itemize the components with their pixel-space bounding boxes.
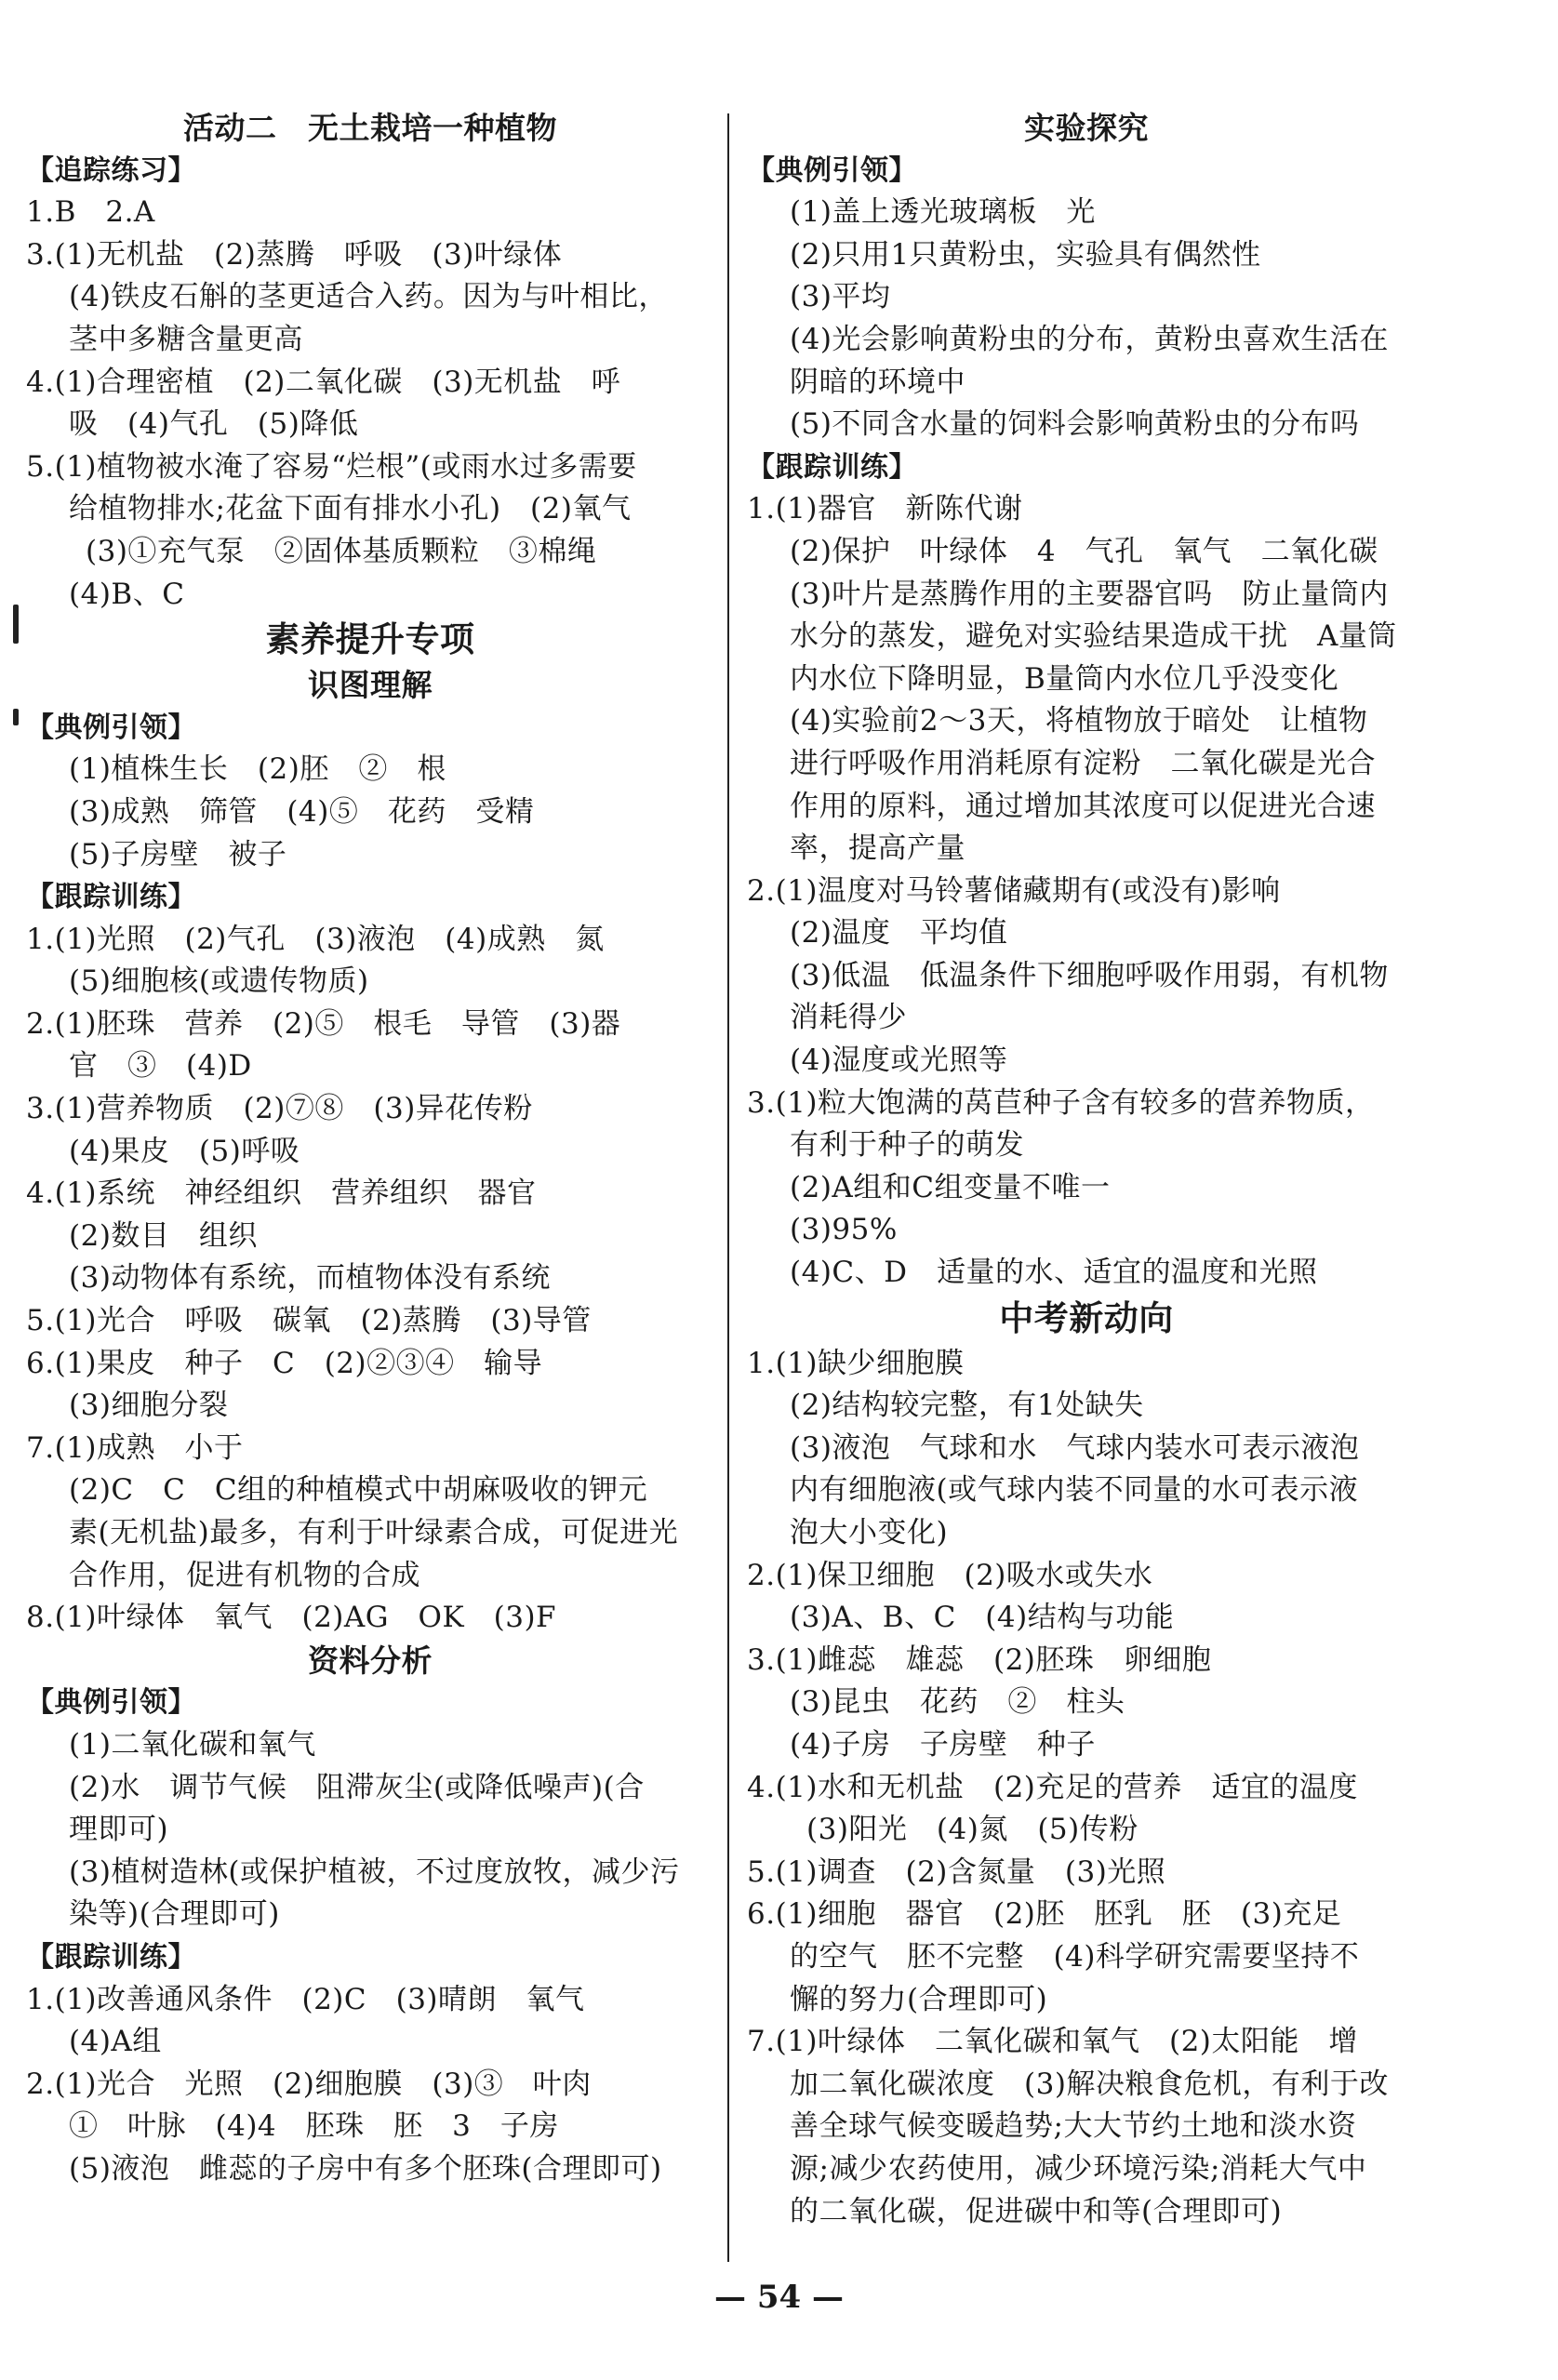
left-line-15: (1)植株生长 (2)胚 ② 根 [69, 752, 446, 787]
left-line-26: (2)数目 组织 [69, 1218, 258, 1253]
right-line-45: 7.(1)叶绿体 二氧化碳和氧气 (2)太阳能 增 [747, 2025, 1358, 2059]
right-line-37: (3)昆虫 花药 ② 柱头 [790, 1685, 1125, 1720]
left-line-0: 活动二 无土栽培一种植物 [183, 110, 557, 146]
right-line-21: 消耗得少 [790, 1001, 907, 1035]
left-line-40: 理即可) [69, 1813, 169, 1847]
right-line-19: (2)温度 平均值 [790, 916, 1008, 951]
right-line-38: (4)子房 子房壁 种子 [790, 1727, 1096, 1762]
right-line-33: 泡大小变化) [790, 1516, 949, 1549]
left-line-25: 4.(1)系统 神经组织 营养组织 器官 [26, 1177, 537, 1211]
left-line-17: (5)子房壁 被子 [69, 837, 287, 871]
left-line-18: 【跟踪训练】 [26, 881, 196, 914]
right-line-30: (2)结构较完整，有1处缺失 [790, 1389, 1144, 1423]
right-line-15: 进行呼吸作用消耗原有淀粉 二氧化碳是光合 [790, 746, 1376, 780]
left-line-28: 5.(1)光合 呼吸 碳氧 (2)蒸腾 (3)导管 [26, 1304, 592, 1338]
right-line-4: (3)平均 [790, 280, 891, 314]
left-line-30: (3)细胞分裂 [69, 1389, 229, 1423]
left-line-14: 【典例引领】 [26, 711, 196, 744]
right-line-22: (4)湿度或光照等 [790, 1044, 1008, 1078]
left-line-20: (5)细胞核(或遗传物质) [69, 964, 369, 999]
left-line-6: 4.(1)合理密植 (2)二氧化碳 (3)无机盐 呼 [26, 365, 621, 399]
left-line-31: 7.(1)成熟 小于 [26, 1430, 244, 1465]
right-line-34: 2.(1)保卫细胞 (2)吸水或失水 [747, 1558, 1153, 1592]
binding-mark [13, 709, 19, 725]
left-line-19: 1.(1)光照 (2)气孔 (3)液泡 (4)成熟 氮 [26, 922, 605, 956]
left-line-46: 2.(1)光合 光照 (2)细胞膜 (3)③ 叶肉 [26, 2067, 592, 2101]
right-line-27: (4)C、D 适量的水、适宜的温度和光照 [790, 1256, 1318, 1290]
right-line-1: 【典例引领】 [747, 153, 917, 187]
left-line-36: 资料分析 [308, 1642, 433, 1679]
left-line-2: 1.B 2.A [26, 195, 155, 230]
right-line-10: (2)保护 叶绿体 4 气孔 氧气 二氧化碳 [790, 534, 1378, 568]
left-line-5: 茎中多糖含量更高 [69, 322, 303, 356]
right-line-7: (5)不同含水量的饲料会影响黄粉虫的分布吗 [790, 407, 1360, 442]
right-line-31: (3)液泡 气球和水 气球内装水可表示液泡 [790, 1430, 1360, 1465]
left-line-7: 吸 (4)气孔 (5)降低 [69, 407, 359, 442]
right-line-24: 有利于种子的萌发 [790, 1128, 1024, 1163]
left-line-8: 5.(1)植物被水淹了容易“烂根”(或雨水过多需要 [26, 449, 637, 484]
right-line-3: (2)只用1只黄粉虫，实验具有偶然性 [790, 237, 1261, 272]
left-line-24: (4)果皮 (5)呼吸 [69, 1134, 300, 1168]
right-line-5: (4)光会影响黄粉虫的分布，黄粉虫喜欢生活在 [790, 322, 1389, 356]
left-line-45: (4)A组 [69, 2025, 162, 2059]
right-line-17: 率，提高产量 [790, 831, 965, 866]
right-line-0: 实验探究 [1024, 110, 1149, 146]
right-line-23: 3.(1)粒大饱满的莴苣种子含有较多的营养物质， [747, 1085, 1375, 1120]
right-line-26: (3)95% [790, 1213, 898, 1247]
right-line-2: (1)盖上透光玻璃板 光 [790, 195, 1096, 230]
right-line-13: 内水位下降明显，B量筒内水位几乎没变化 [790, 661, 1339, 696]
right-line-39: 4.(1)水和无机盐 (2)充足的营养 适宜的温度 [747, 1770, 1358, 1804]
left-line-42: 染等)(合理即可) [69, 1897, 280, 1932]
right-line-42: 6.(1)细胞 器官 (2)胚 胚乳 胚 (3)充足 [747, 1897, 1342, 1932]
right-line-46: 加二氧化碳浓度 (3)解决粮食危机，有利于改 [790, 2067, 1389, 2101]
left-line-13: 识图理解 [308, 667, 433, 704]
left-line-37: 【典例引领】 [26, 1686, 196, 1720]
left-line-10: (3)①充气泵 ②固体基质颗粒 ③棉绳 [86, 534, 597, 568]
left-line-1: 【追踪练习】 [26, 153, 196, 187]
right-line-35: (3)A、B、C (4)结构与功能 [790, 1601, 1175, 1635]
page-number: — 54 — [714, 2279, 844, 2316]
left-line-33: 素(无机盐)最多，有利于叶绿素合成，可促进光 [69, 1516, 679, 1549]
left-line-12: 素养提升专项 [265, 619, 475, 660]
right-line-41: 5.(1)调查 (2)含氮量 (3)光照 [747, 1855, 1166, 1889]
right-line-11: (3)叶片是蒸腾作用的主要器官吗 防止量筒内 [790, 577, 1389, 611]
left-line-43: 【跟踪训练】 [26, 1940, 196, 1974]
right-line-44: 懈的努力(合理即可) [790, 1982, 1048, 2016]
right-line-6: 阴暗的环境中 [790, 365, 965, 399]
left-line-47: ① 叶脉 (4)4 胚珠 胚 3 子房 [69, 2109, 559, 2144]
left-line-32: (2)C C C组的种植模式中胡麻吸收的钾元 [69, 1473, 648, 1508]
left-line-38: (1)二氧化碳和氧气 [69, 1727, 316, 1762]
left-line-4: (4)铁皮石斛的茎更适合入药。因为与叶相比， [69, 280, 668, 314]
left-line-35: 8.(1)叶绿体 氧气 (2)AG OK (3)F [26, 1601, 557, 1635]
left-line-34: 合作用，促进有机物的合成 [69, 1558, 420, 1592]
left-line-3: 3.(1)无机盐 (2)蒸腾 呼吸 (3)叶绿体 [26, 237, 563, 272]
right-line-9: 1.(1)器官 新陈代谢 [747, 492, 1023, 526]
right-line-16: 作用的原料，通过增加其浓度可以促进光合速 [790, 789, 1376, 823]
column-divider [727, 113, 729, 2262]
left-line-48: (5)液泡 雌蕊的子房中有多个胚珠(合理即可) [69, 2151, 662, 2186]
right-line-43: 的空气 胚不完整 (4)科学研究需要坚持不 [790, 1939, 1360, 1974]
left-line-16: (3)成熟 筛管 (4)⑤ 花药 受精 [69, 794, 535, 829]
right-line-48: 源;减少农药使用，减少环境污染;消耗大气中 [790, 2151, 1367, 2186]
right-line-20: (3)低温 低温条件下细胞呼吸作用弱，有机物 [790, 958, 1389, 992]
left-line-11: (4)B、C [69, 577, 185, 611]
binding-mark [13, 605, 19, 644]
right-line-47: 善全球气候变暖趋势;大大节约土地和淡水资 [790, 2109, 1357, 2144]
left-line-9: 给植物排水;花盆下面有排水小孔) (2)氧气 [69, 492, 632, 526]
left-line-41: (3)植树造林(或保护植被，不过度放牧，减少污 [69, 1855, 680, 1889]
left-line-39: (2)水 调节气候 阻滞灰尘(或降低噪声)(合 [69, 1770, 645, 1804]
right-line-29: 1.(1)缺少细胞膜 [747, 1346, 965, 1380]
left-line-44: 1.(1)改善通风条件 (2)C (3)晴朗 氧气 [26, 1982, 585, 2016]
right-line-28: 中考新动向 [999, 1297, 1174, 1338]
right-line-40: (3)阳光 (4)氮 (5)传粉 [806, 1813, 1139, 1847]
right-line-8: 【跟踪训练】 [747, 450, 917, 484]
right-line-18: 2.(1)温度对马铃薯储藏期有(或没有)影响 [747, 873, 1281, 908]
right-column [747, 107, 1426, 2233]
right-line-25: (2)A组和C组变量不唯一 [790, 1170, 1111, 1204]
right-line-36: 3.(1)雌蕊 雄蕊 (2)胚珠 卵细胞 [747, 1642, 1212, 1677]
left-line-29: 6.(1)果皮 种子 C (2)②③④ 输导 [26, 1346, 543, 1380]
right-line-14: (4)实验前2～3天，将植物放于暗处 让植物 [790, 704, 1368, 738]
right-line-12: 水分的蒸发，避免对实验结果造成干扰 A量筒 [790, 619, 1397, 654]
right-line-49: 的二氧化碳，促进碳中和等(合理即可) [790, 2194, 1283, 2228]
left-line-27: (3)动物体有系统，而植物体没有系统 [69, 1261, 551, 1296]
left-column [26, 107, 714, 2191]
left-line-23: 3.(1)营养物质 (2)⑦⑧ (3)异花传粉 [26, 1092, 533, 1126]
right-line-32: 内有细胞液(或气球内装不同量的水可表示液 [790, 1473, 1359, 1508]
left-line-21: 2.(1)胚珠 营养 (2)⑤ 根毛 导管 (3)器 [26, 1006, 621, 1041]
left-line-22: 官 ③ (4)D [69, 1049, 252, 1084]
